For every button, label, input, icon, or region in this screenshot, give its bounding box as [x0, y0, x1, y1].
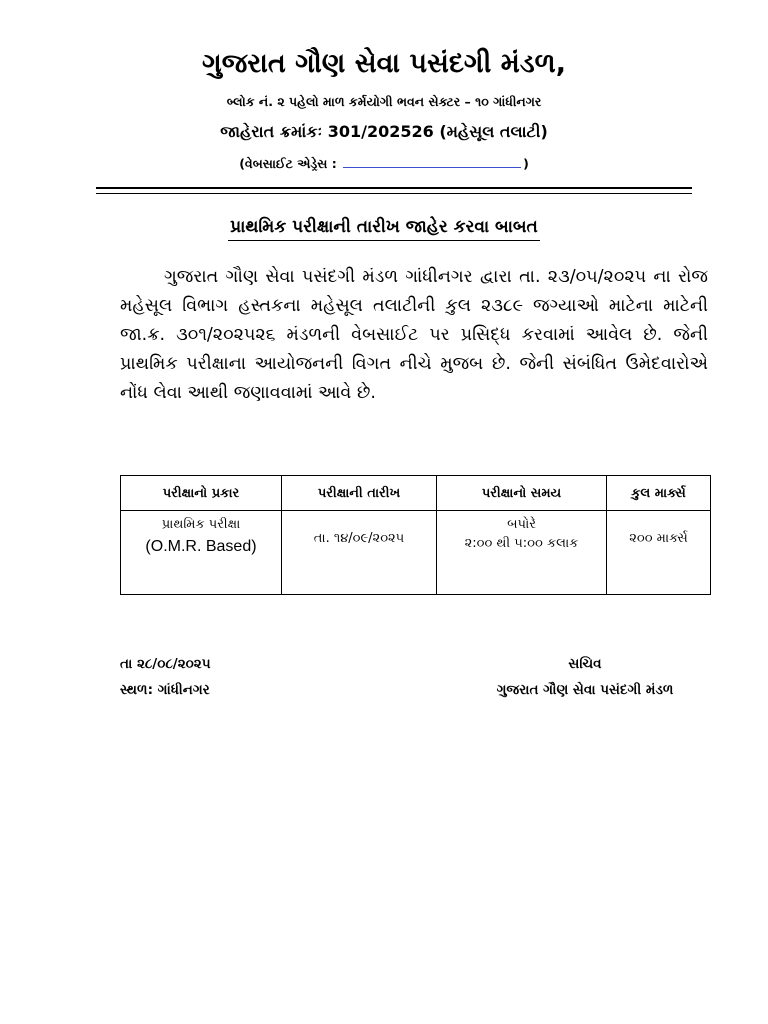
advertisement-number: જાહેરાત ક્રમાંકઃ 301/202526 (મહેસૂલ તલાટી): [220, 122, 548, 141]
website-link[interactable]: [343, 155, 521, 168]
exam-type-text: પ્રાથમિક પરીક્ષા: [161, 517, 241, 532]
subject-heading: [0, 217, 768, 237]
header-exam-type: પરીક્ષાનો પ્રકાર: [121, 476, 282, 511]
notice-body: [120, 263, 708, 408]
header-divider-thick: [96, 187, 692, 189]
cell-total-marks: [607, 511, 711, 595]
organization-title: ગુજરાત ગૌણ સેવા પસંદગી મંડળ,: [202, 48, 566, 79]
header-total-marks: કુલ માર્ક્સ: [607, 476, 711, 511]
exam-time-line2: ૨:૦૦ થી ૫:૦૦ કલાક: [464, 536, 579, 551]
website-close: ): [523, 156, 529, 171]
table-header-row: [121, 476, 711, 511]
exam-schedule-table: [120, 475, 711, 595]
issue-date: તા ૨૮/૦૮/૨૦૨૫: [120, 656, 211, 672]
website-label: (વેબસાઈટ એડ્રેસ :: [239, 156, 337, 171]
exam-type-note: (O.M.R. Based): [145, 538, 257, 555]
cell-exam-time: [437, 511, 607, 595]
website-line: [0, 155, 768, 172]
exam-date-text: તા. ૧૪/૦૯/૨૦૨૫: [313, 531, 405, 546]
notice-paragraph: ગુજરાત ગૌણ સેવા પસંદગી મંડળ ગાંધીનગર દ્વારા તા. ૨૩/૦૫/૨૦૨૫ ના રોજ મહેસૂલ વિભાગ હસ્તકના મહેસૂલ તલાટીની કુલ ૨૩૮૯ જગ્યાઓ માટેના માટેની જા.ક્ર. ૩૦૧/૨૦૨૫૨૬ મંડળની વેબસાઈટ પર પ્રસિદ્ધ કરવામાં આવેલ છે. જેની પ્રાથમિક પરીક્ષાના આયોજનની વિગત નીચે મુજબ છે. જેની સંબંધિત ઉમેદવારોએ નોંધ લેવા આથી જણાવવામાં આવે છે.: [120, 267, 708, 403]
total-marks-text: ૨૦૦ માર્ક્સ: [629, 531, 688, 546]
signatory-organization: ગુજરાત ગૌણ સેવા પસંદગી મંડળ: [496, 682, 674, 698]
header-exam-date: પરીક્ષાની તારીખ: [282, 476, 437, 511]
header-exam-time: પરીક્ષાનો સમય: [437, 476, 607, 511]
header-divider-thin: [96, 193, 692, 194]
cell-exam-date: [282, 511, 437, 595]
cell-exam-type: [121, 511, 282, 595]
issue-place: સ્થળ: ગાંધીનગર: [120, 682, 210, 698]
signatory-designation: સચિવ: [568, 656, 602, 672]
exam-time-line1: બપોરે: [507, 517, 536, 532]
organization-address: બ્લોક નં. ૨ પહેલો માળ કર્મયોગી ભવન સેક્ટર – ૧૦ ગાંધીનગર: [226, 94, 542, 109]
subject-text: પ્રાથમિક પરીક્ષાની તારીખ જાહેર કરવા બાબત: [228, 217, 540, 241]
table-row: [121, 511, 711, 595]
